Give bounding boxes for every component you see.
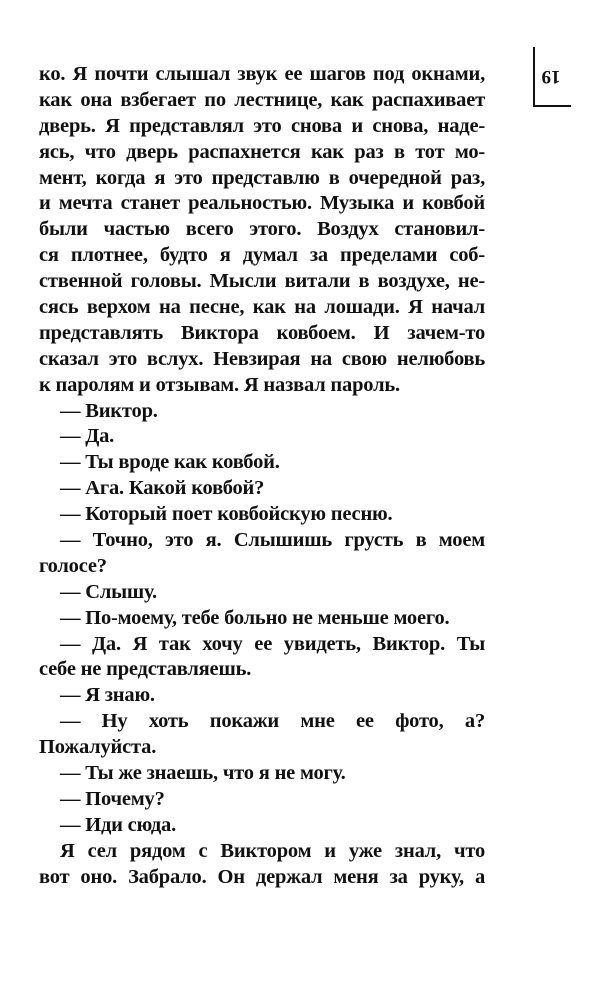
dialogue-line: голосе? bbox=[39, 554, 107, 577]
dialogue-line: — Виктор. bbox=[60, 399, 158, 422]
text-line: сясь верхом на песне, как на лошади. Я начал bbox=[39, 296, 485, 319]
dialogue-line: — Я знаю. bbox=[60, 684, 155, 707]
text-line: к паролям и отзывам. Я назвал пароль. bbox=[39, 373, 400, 396]
dialogue-line: — Иди сюда. bbox=[60, 813, 177, 836]
text-line: были частью всего этого. Воздух становил- bbox=[39, 218, 485, 241]
text-line: ко. Я почти слышал звук ее шагов под окнами, bbox=[39, 63, 485, 85]
text-line: вот оно. Забрало. Он держал меня за руку, а bbox=[39, 865, 485, 888]
page-number: 19 bbox=[541, 66, 561, 87]
text-line: и мечта станет реальностью. Музыка и ковбой bbox=[39, 192, 485, 215]
text-line: как она взбегает по лестнице, как распахивает bbox=[39, 88, 485, 111]
text-line: сказал это вслух. Невзирая на свою нелюбовь bbox=[39, 347, 485, 370]
text-line: ственной головы. Мысли витали в воздухе, не- bbox=[39, 270, 485, 293]
text-line: ясь, что дверь распахнется как раз в тот мо- bbox=[39, 140, 485, 163]
text-line: дверь. Я представлял это снова и снова, наде- bbox=[39, 114, 485, 137]
text-line: ся плотнее, будто я думал за пределами соб- bbox=[39, 244, 485, 267]
dialogue-line: себе не представляешь. bbox=[39, 658, 252, 681]
dialogue-line: — Слышу. bbox=[60, 580, 157, 603]
dialogue-line: — Да. bbox=[60, 425, 115, 448]
dialogue-line: — Точно, это я. Слышишь грусть в моем bbox=[60, 529, 485, 552]
dialogue-line: — Ну хоть покажи мне ее фото, а? bbox=[60, 710, 485, 733]
dialogue-line: — Который поет ковбойскую песню. bbox=[60, 503, 393, 526]
text-line: Я сел рядом с Виктором и уже знал, что bbox=[60, 839, 485, 862]
dialogue-line: — Ага. Какой ковбой? bbox=[60, 477, 265, 500]
dialogue-line: — Почему? bbox=[60, 787, 165, 810]
dialogue-line: Пожалуйста. bbox=[39, 736, 157, 759]
page-text bbox=[39, 62, 485, 891]
dialogue-line: — Ты вроде как ковбой. bbox=[60, 451, 280, 474]
dialogue-line: — Ты же знаешь, что я не могу. bbox=[60, 762, 346, 785]
text-line: представлять Виктора ковбоем. И зачем-то bbox=[39, 321, 485, 344]
text-line: мент, когда я это представлю в очередной раз, bbox=[39, 166, 485, 189]
dialogue-line: — По-моему, тебе больно не меньше моего. bbox=[60, 606, 450, 629]
dialogue-line: — Да. Я так хочу ее увидеть, Виктор. Ты bbox=[60, 632, 485, 655]
